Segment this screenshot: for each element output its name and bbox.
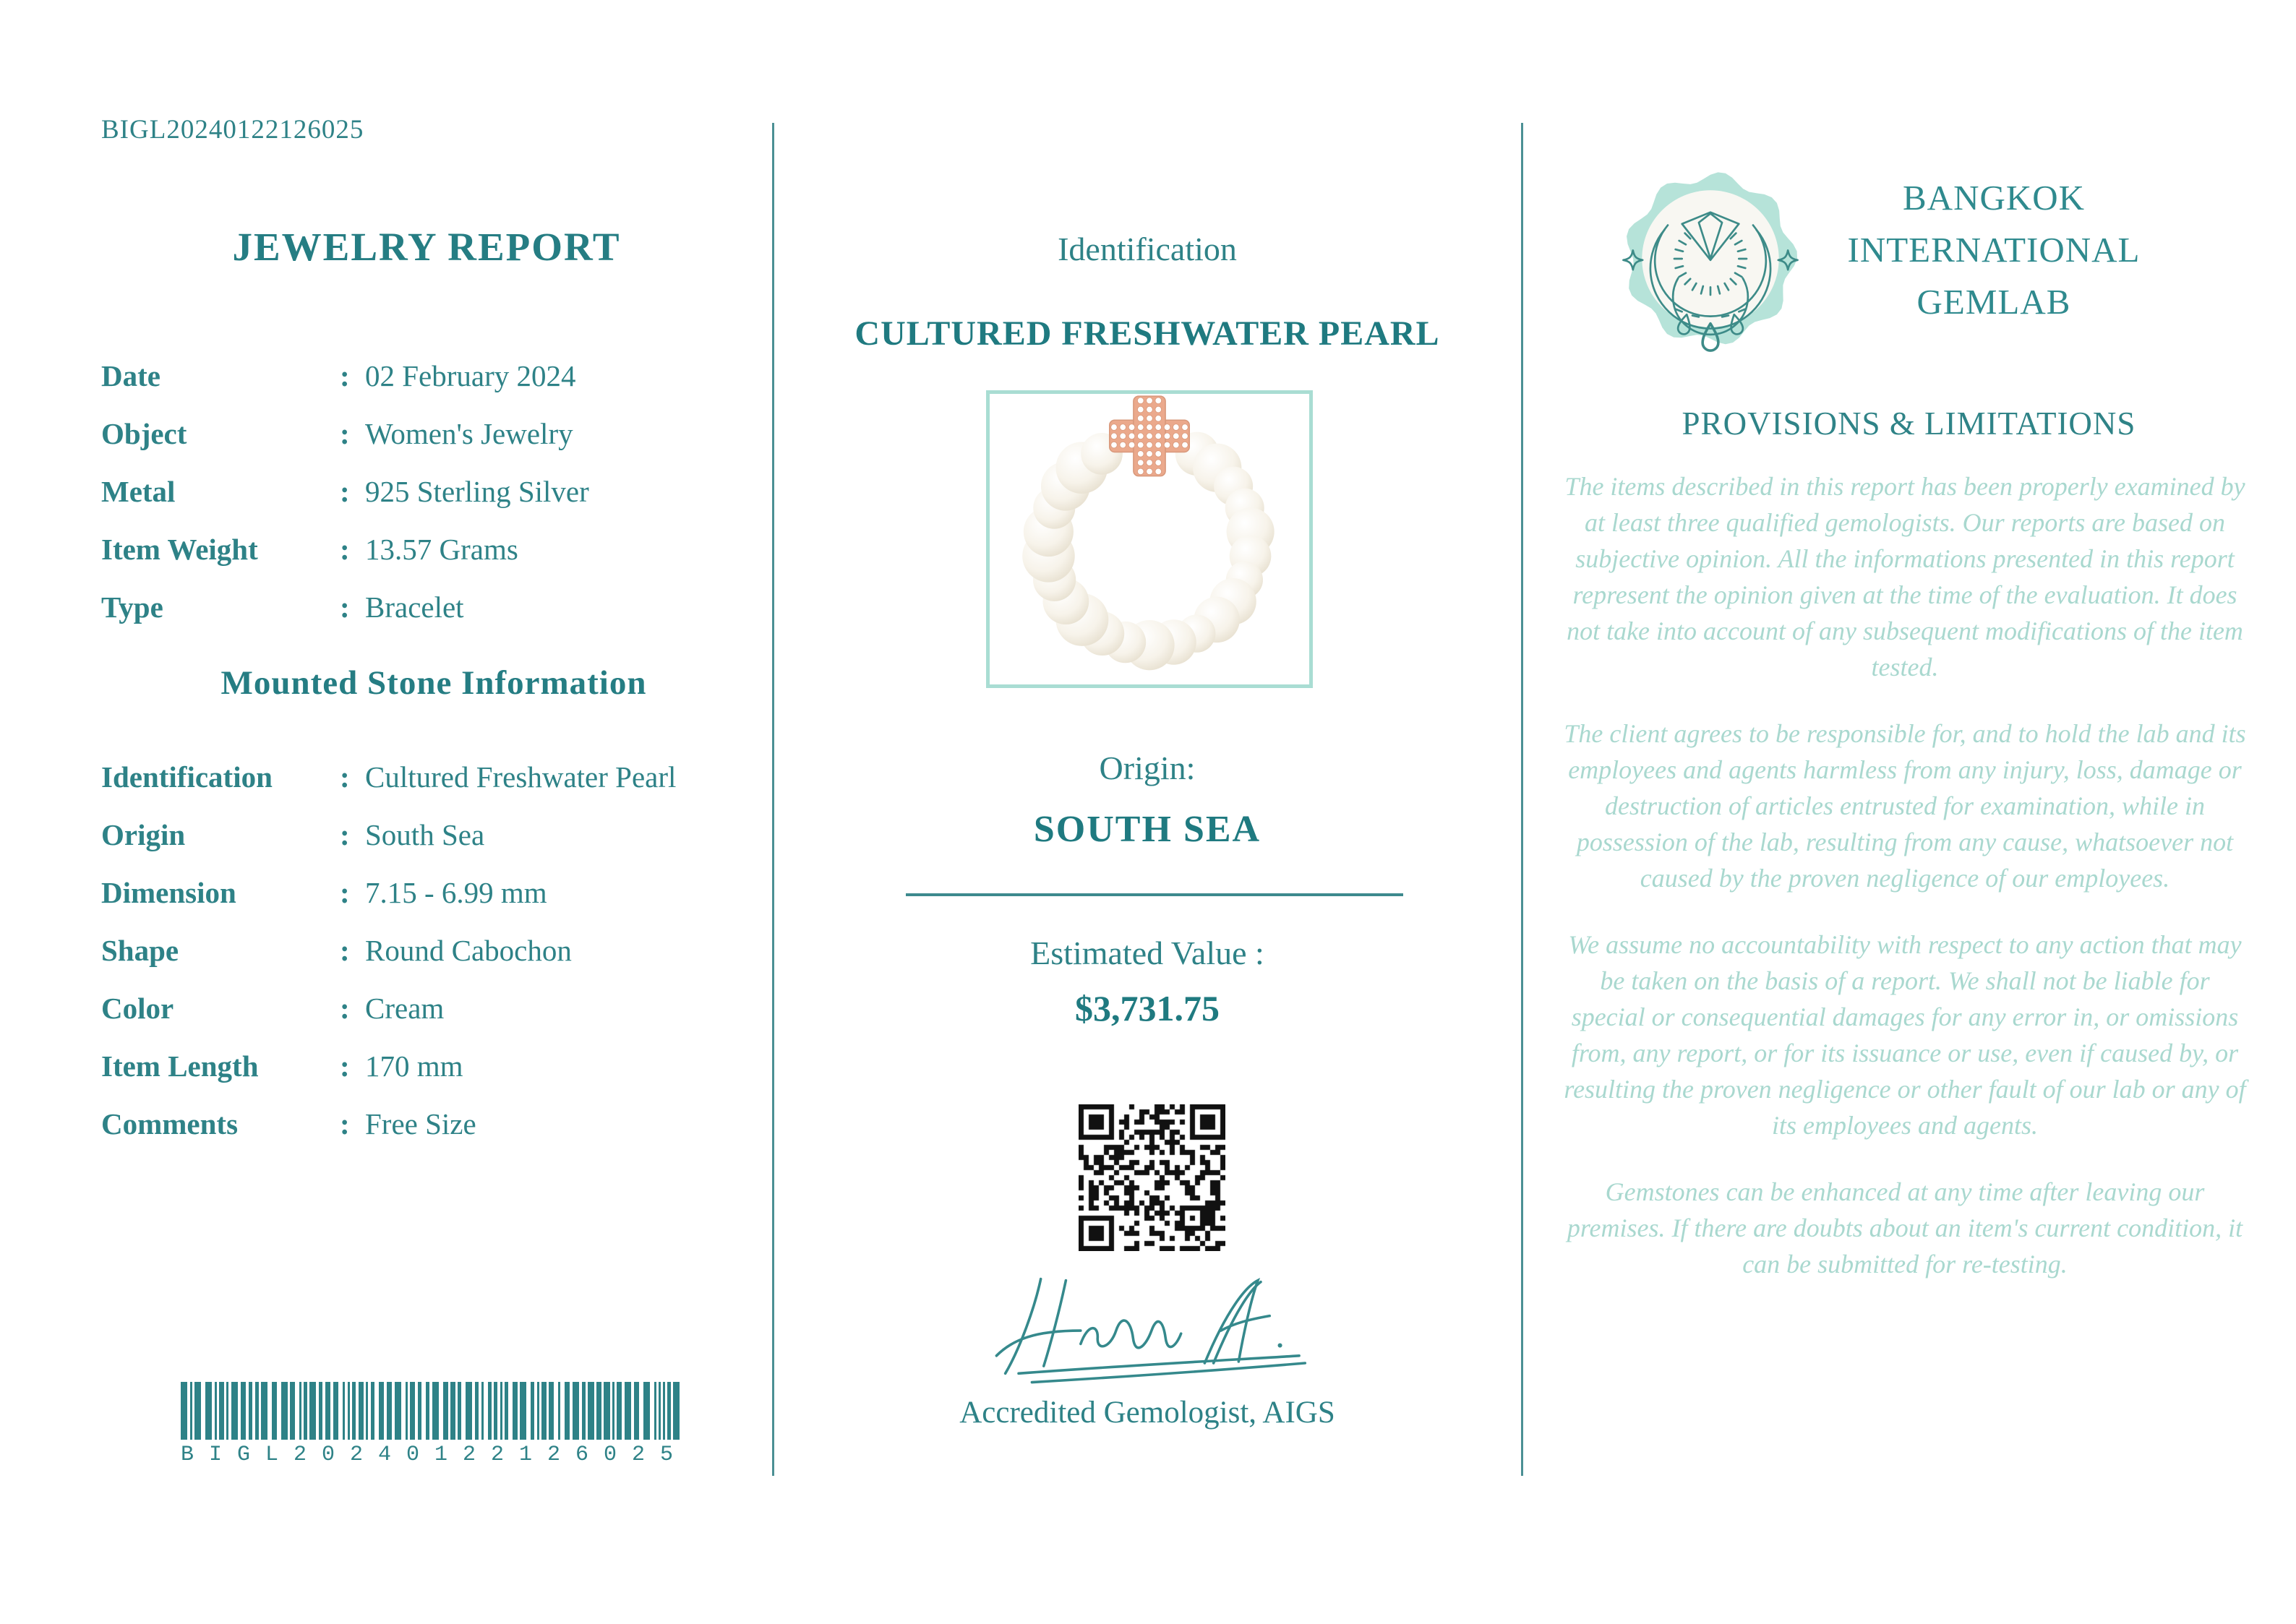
field-row-item-length [101,1037,752,1095]
field-row-shape [101,921,752,979]
field-label: Item Weight [101,533,258,566]
field-value: Cultured Freshwater Pearl [365,760,677,794]
pearl-bracelet-image [990,394,1309,684]
origin-heading: Origin: [1099,749,1196,786]
field-label: Type [101,590,163,624]
gemologist-signature [983,1266,1330,1389]
field-row-object [101,405,752,463]
field-label: Shape [101,934,179,967]
provision-paragraph: We assume no accountability with respect to any action that may be taken on the basis of a report. We shall not be liable for special or consequential damages for any error in, or omissions from, any report, or for its issuance or use, even if caused by, or resulting the proven negligence or other fault of our lab or any of its employees and agents. [1564,930,2246,1140]
field-value: Round Cabochon [365,934,572,967]
stone-fields [101,748,752,1153]
lab-name-line: BANGKOK [1903,178,2085,218]
field-value: 7.15 - 6.99 mm [365,876,547,909]
field-colon: : [340,475,350,508]
field-row-comments [101,1095,752,1153]
field-row-dimension [101,864,752,921]
field-colon: : [340,934,350,967]
field-row-item-weight [101,520,752,578]
field-label: Object [101,417,187,450]
field-label: Metal [101,475,176,508]
estimated-value-amount: $3,731.75 [1075,988,1220,1028]
field-value: 170 mm [365,1049,463,1083]
field-row-type [101,578,752,636]
signer-title: Accredited Gemologist, AIGS [959,1396,1335,1430]
stone-section-title: Mounted Stone Information [220,664,647,702]
lab-name-line: GEMLAB [1916,282,2071,322]
field-value: 925 Sterling Silver [365,475,589,508]
provisions-title: PROVISIONS & LIMITATIONS [1682,405,2136,442]
barcode-bars [181,1382,687,1440]
clasp-crystals [1111,398,1188,475]
field-colon: : [340,533,350,566]
field-value: Women's Jewelry [365,417,573,450]
provision-paragraph: Gemstones can be enhanced at any time after leaving our premises. If there are doubts about an item's current condition, it can be submitted for re-testing. [1567,1177,2243,1279]
barcode [181,1382,687,1467]
gemlab-logo-icon [1614,160,1807,357]
qr-code [1079,1104,1225,1251]
field-value: Bracelet [365,590,464,624]
field-row-origin [101,806,752,864]
field-label: Comments [101,1107,239,1140]
barcode-label: BIGL20240122126025 [181,1443,689,1467]
field-row-color [101,979,752,1037]
field-row-metal [101,463,752,520]
field-colon: : [340,760,350,794]
clasp-charm [1110,396,1190,476]
field-value: Free Size [365,1107,476,1140]
field-label: Date [101,359,160,392]
field-row-date [101,347,752,405]
field-label: Identification [101,760,273,794]
report-number: BIGL20240122126025 [101,115,364,145]
lab-name [1806,172,2182,328]
field-colon: : [340,417,350,450]
field-value: 13.57 Grams [365,533,518,566]
field-colon: : [340,818,350,851]
field-colon: : [340,590,350,624]
field-value: South Sea [365,818,485,851]
field-colon: : [340,1107,350,1140]
provision-paragraph: The client agrees to be responsible for, and to hold the lab and its employees and agents harmless from any injury, loss, damage or destruction of articles entrusted for examination, while in possession of the lab, resulting from any cause, whatsoever not caused by the proven negligence of our employees. [1564,719,2246,893]
field-label: Color [101,992,174,1025]
estimated-value-label: Estimated Value : [1030,935,1264,971]
origin-result: SOUTH SEA [1033,809,1261,850]
identification-result: CULTURED FRESHWATER PEARL [854,314,1440,353]
identification-heading: Identification [1058,231,1237,267]
item-photo [986,390,1313,688]
provisions-paragraphs [1560,468,2250,1312]
page-title: JEWELRY REPORT [232,225,621,269]
field-colon: : [340,992,350,1025]
field-label: Item Length [101,1049,259,1083]
item-fields [101,347,752,636]
horizontal-rule [906,893,1403,896]
field-colon: : [340,1049,350,1083]
field-colon: : [340,359,350,392]
lab-name-line: INTERNATIONAL [1847,230,2141,270]
field-value: Cream [365,992,445,1025]
field-label: Origin [101,818,186,851]
field-value: 02 February 2024 [365,359,576,392]
field-row-identification [101,748,752,806]
field-label: Dimension [101,876,236,909]
field-colon: : [340,876,350,909]
provision-paragraph: The items described in this report has been properly examined by at least three qualified gemologists. Our reports are based on subjective opinion. All the informations presented in this report represent the opinion given at the time of the evaluation. It does not take into account of any subsequent modifications of the item tested. [1564,472,2245,682]
